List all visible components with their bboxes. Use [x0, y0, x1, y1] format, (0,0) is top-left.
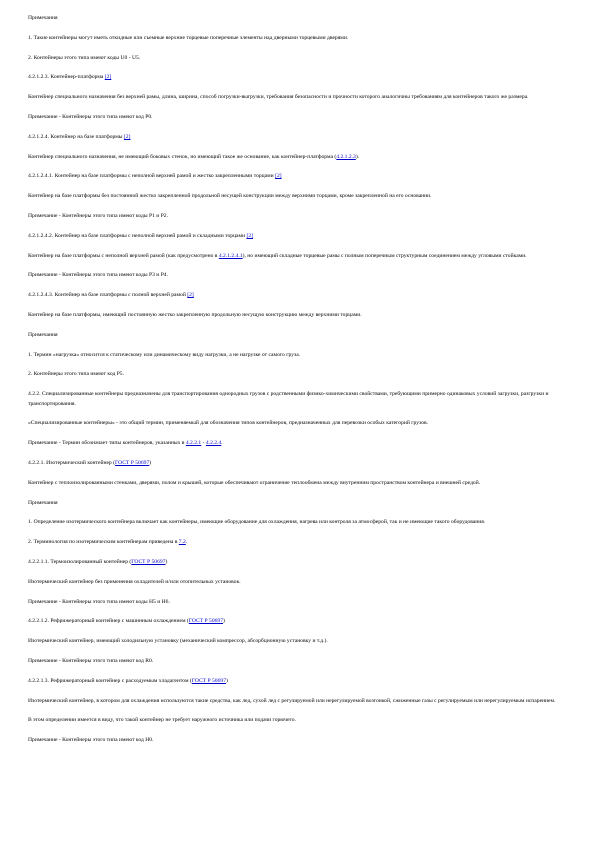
paragraph-text: 4.2.2. Специализированные контейнеры предназначены для транспортирования однородных грузов с родственными физико-химическими свойствами, требующими примерно одинаковых условий загрузки, разгрузки и транспортирования. — [28, 391, 549, 407]
paragraph-text: Контейнер на базе платформы, имеющий постоянную жестко закрепленную продольную несущую конструкцию между верхними торцами. — [28, 311, 362, 318]
paragraph-text: Контейнер с теплоизолированными стенками, дверями, полом и крышей, которые обеспечивают ограничение теплообмена между внутренним пространством контейнера и внешней средой. — [28, 479, 481, 486]
paragraph-text: 2. Контейнеры этого типа имеют коды U0 - U5. — [28, 54, 141, 61]
paragraph-text: ) — [165, 558, 168, 565]
paragraph-text: 1. Термин «нагрузка» относится к статическому или динамическому виду нагрузки, а не нагрузке от самого груза. — [28, 351, 301, 358]
paragraph-p21 — [28, 439, 568, 448]
paragraph-text: 4.2.2.1.1. Термоизолированный контейнер ( — [28, 558, 132, 565]
paragraph-text: 4.2.2.1.3. Рефрижераторный контейнер с расходуемым хладагентом ( — [28, 677, 192, 684]
paragraph-text: Контейнер на базе платформы с неполной верхней рамой (как предусмотрено в — [28, 252, 219, 259]
reference-link[interactable]: 4.2.1.2.4.1 — [218, 252, 243, 259]
paragraph-p33 — [28, 677, 568, 686]
paragraph-p26 — [28, 538, 568, 547]
paragraph-p13 — [28, 271, 568, 280]
paragraph-text: - — [201, 440, 206, 447]
paragraph-p30 — [28, 617, 568, 626]
paragraph-p3 — [28, 73, 568, 82]
reference-link[interactable]: ГОСТ Р 50697 — [115, 459, 150, 466]
paragraph-p32 — [28, 657, 568, 666]
paragraph-p23 — [28, 479, 568, 488]
paragraph-p0 — [28, 14, 568, 23]
paragraph-p14 — [28, 291, 568, 300]
paragraph-text: 1. Определение изотермического контейнера включает как контейнеры, имеющие оборудование для охлаждения, нагрева или контроля за атмосферой, так и не имеющие такого оборудования. — [28, 519, 486, 526]
paragraph-text: Примечания — [28, 15, 58, 21]
paragraph-p10 — [28, 212, 568, 221]
paragraph-text: Примечания — [28, 499, 58, 506]
paragraph-text: 4.2.1.2.4.1. Контейнер на базе платформы с неполной верхней рамой и жестко закрепленными торцами — [28, 173, 276, 180]
paragraph-p20 — [28, 419, 568, 428]
paragraph-p35 — [28, 716, 568, 725]
paragraph-p9 — [28, 192, 568, 201]
reference-link[interactable]: [2] — [187, 292, 194, 299]
paragraph-text: 1. Такие контейнеры могут иметь откидные или съемные верхние торцевые поперечные элементы над дверными торцевыми дверями. — [28, 34, 349, 41]
paragraph-text: Контейнер на базе платформы без постоянной жестко закрепленной продольной несущей конструкции между верхними торцами, кроме закрепленной на его основании. — [28, 193, 432, 200]
reference-link[interactable]: [2] — [246, 232, 254, 239]
paragraph-text: ) — [226, 677, 228, 684]
paragraph-text: . — [221, 440, 223, 447]
paragraph-p6 — [28, 133, 568, 142]
paragraph-text: ) — [149, 459, 152, 466]
paragraph-text: Изотермический контейнер, имеющий холодильную установку (механический компрессор, абсорбционную установку и т.д.). — [28, 638, 328, 645]
paragraph-p24 — [28, 499, 568, 508]
paragraph-p16 — [28, 331, 568, 340]
paragraph-p1 — [28, 34, 568, 43]
paragraph-text: 4.2.1.2.4. Контейнер на базе платформы — [28, 133, 124, 140]
paragraph-text: 4.2.1.2.4.2. Контейнер на базе платформы с неполной верхней рамой и складными торцами — [28, 232, 247, 239]
paragraph-p17 — [28, 351, 568, 360]
paragraph-p15 — [28, 311, 568, 320]
paragraph-text: ). — [355, 153, 360, 160]
paragraph-p29 — [28, 598, 568, 607]
paragraph-p34 — [28, 697, 568, 706]
paragraph-p31 — [28, 637, 568, 646]
paragraph-text: 2. Терминология по изотермическим контейнерам приведена в — [28, 539, 179, 546]
paragraph-text: Примечание - Контейнеры этого типа имеют код P0. — [28, 113, 153, 120]
paragraph-text: . — [185, 539, 188, 546]
reference-link[interactable]: ГОСТ Р 50697 — [191, 677, 226, 684]
paragraph-text: 2. Контейнеры этого типа имеют код P5. — [28, 371, 125, 378]
reference-link[interactable]: 4.2.2.1 — [185, 440, 202, 447]
paragraph-p5 — [28, 113, 568, 122]
reference-link[interactable]: 4.2.1.2.3 — [336, 153, 356, 160]
paragraph-text: Примечание - Контейнеры этого типа имеют коды H5 и H6. — [28, 598, 170, 605]
paragraph-p18 — [28, 370, 568, 379]
paragraph-text: Примечание - Термин обозначает типы контейнеров, указанных в — [28, 440, 186, 447]
paragraph-text: Примечание - Контейнеры этого типа имеют коды P3 и P4. — [28, 272, 169, 279]
paragraph-p27 — [28, 558, 568, 567]
reference-link[interactable]: 4.2.2.4 — [205, 440, 222, 447]
paragraph-p2 — [28, 54, 568, 63]
paragraph-p7 — [28, 153, 568, 162]
paragraph-text: Примечание - Контейнеры этого типа имеют код H0. — [28, 737, 154, 744]
paragraph-text: В этом определении имеется в виду, что такой контейнер не требует наружного источника или подачи горючего. — [28, 717, 296, 724]
document-body — [28, 14, 568, 756]
paragraph-text: Примечание - Контейнеры этого типа имеют код R0. — [28, 657, 154, 664]
paragraph-text: «Специализированные контейнеры» - это общий термин, применяемый для обозначения типов контейнеров, предназначенных для перевозки особых категорий грузов. — [28, 420, 429, 427]
reference-link[interactable]: ГОСТ Р 50697 — [131, 558, 166, 565]
reference-link[interactable]: [2] — [275, 173, 282, 180]
paragraph-p25 — [28, 518, 568, 527]
paragraph-text: ), но имеющий складные торцевые рамы с полным поперечным структурным соединением между угловыми стойками. — [242, 252, 527, 259]
paragraph-p8 — [28, 172, 568, 181]
reference-link[interactable]: ГОСТ Р 50697 — [188, 618, 224, 625]
paragraph-text: Примечания — [28, 331, 58, 338]
reference-link[interactable]: 7.2 — [178, 539, 186, 546]
paragraph-p36 — [28, 736, 568, 745]
paragraph-p19 — [28, 390, 568, 409]
paragraph-text: 4.2.2.1. Изотермический контейнер ( — [28, 459, 115, 466]
paragraph-p28 — [28, 578, 568, 587]
paragraph-p4 — [28, 93, 568, 102]
reference-link[interactable]: [2] — [123, 133, 131, 140]
paragraph-text: Примечание - Контейнеры этого типа имеют коды P1 и P2. — [28, 212, 169, 219]
paragraph-text: Контейнер специального назначения, не имеющий боковых стенок, но имеющий такое же основание, как контейнер-платформа ( — [28, 153, 337, 160]
paragraph-p22 — [28, 459, 568, 468]
paragraph-text: Изотермический контейнер без применения охладителей и/или отопительных установок. — [28, 578, 241, 585]
paragraph-p12 — [28, 252, 568, 261]
paragraph-text: Изотермический контейнер, в котором для охлаждения используются такие средства, как лед, сухой лед с регулируемой или нерегулируемой возгонкой, сжиженные газы с регулируемым или нерегулируемым испарением. — [28, 697, 556, 704]
paragraph-p11 — [28, 232, 568, 241]
reference-link[interactable]: [2] — [104, 74, 112, 81]
paragraph-text: 4.2.1.2.3. Контейнер-платформа — [28, 74, 105, 81]
paragraph-text: Контейнер специального назначения без верхней рамы, длина, ширина, способ погрузки-выгрузки, требования безопасности и прочности которого аналогичны требованиям для контейнеров такого же размера. — [28, 94, 529, 101]
paragraph-text: 4.2.1.2.4.3. Контейнер на базе платформы с полной верхней рамой — [28, 292, 188, 299]
paragraph-text: 4.2.2.1.2. Рефрижераторный контейнер с машинным охлаждением ( — [28, 618, 189, 625]
paragraph-text: ) — [223, 618, 225, 625]
